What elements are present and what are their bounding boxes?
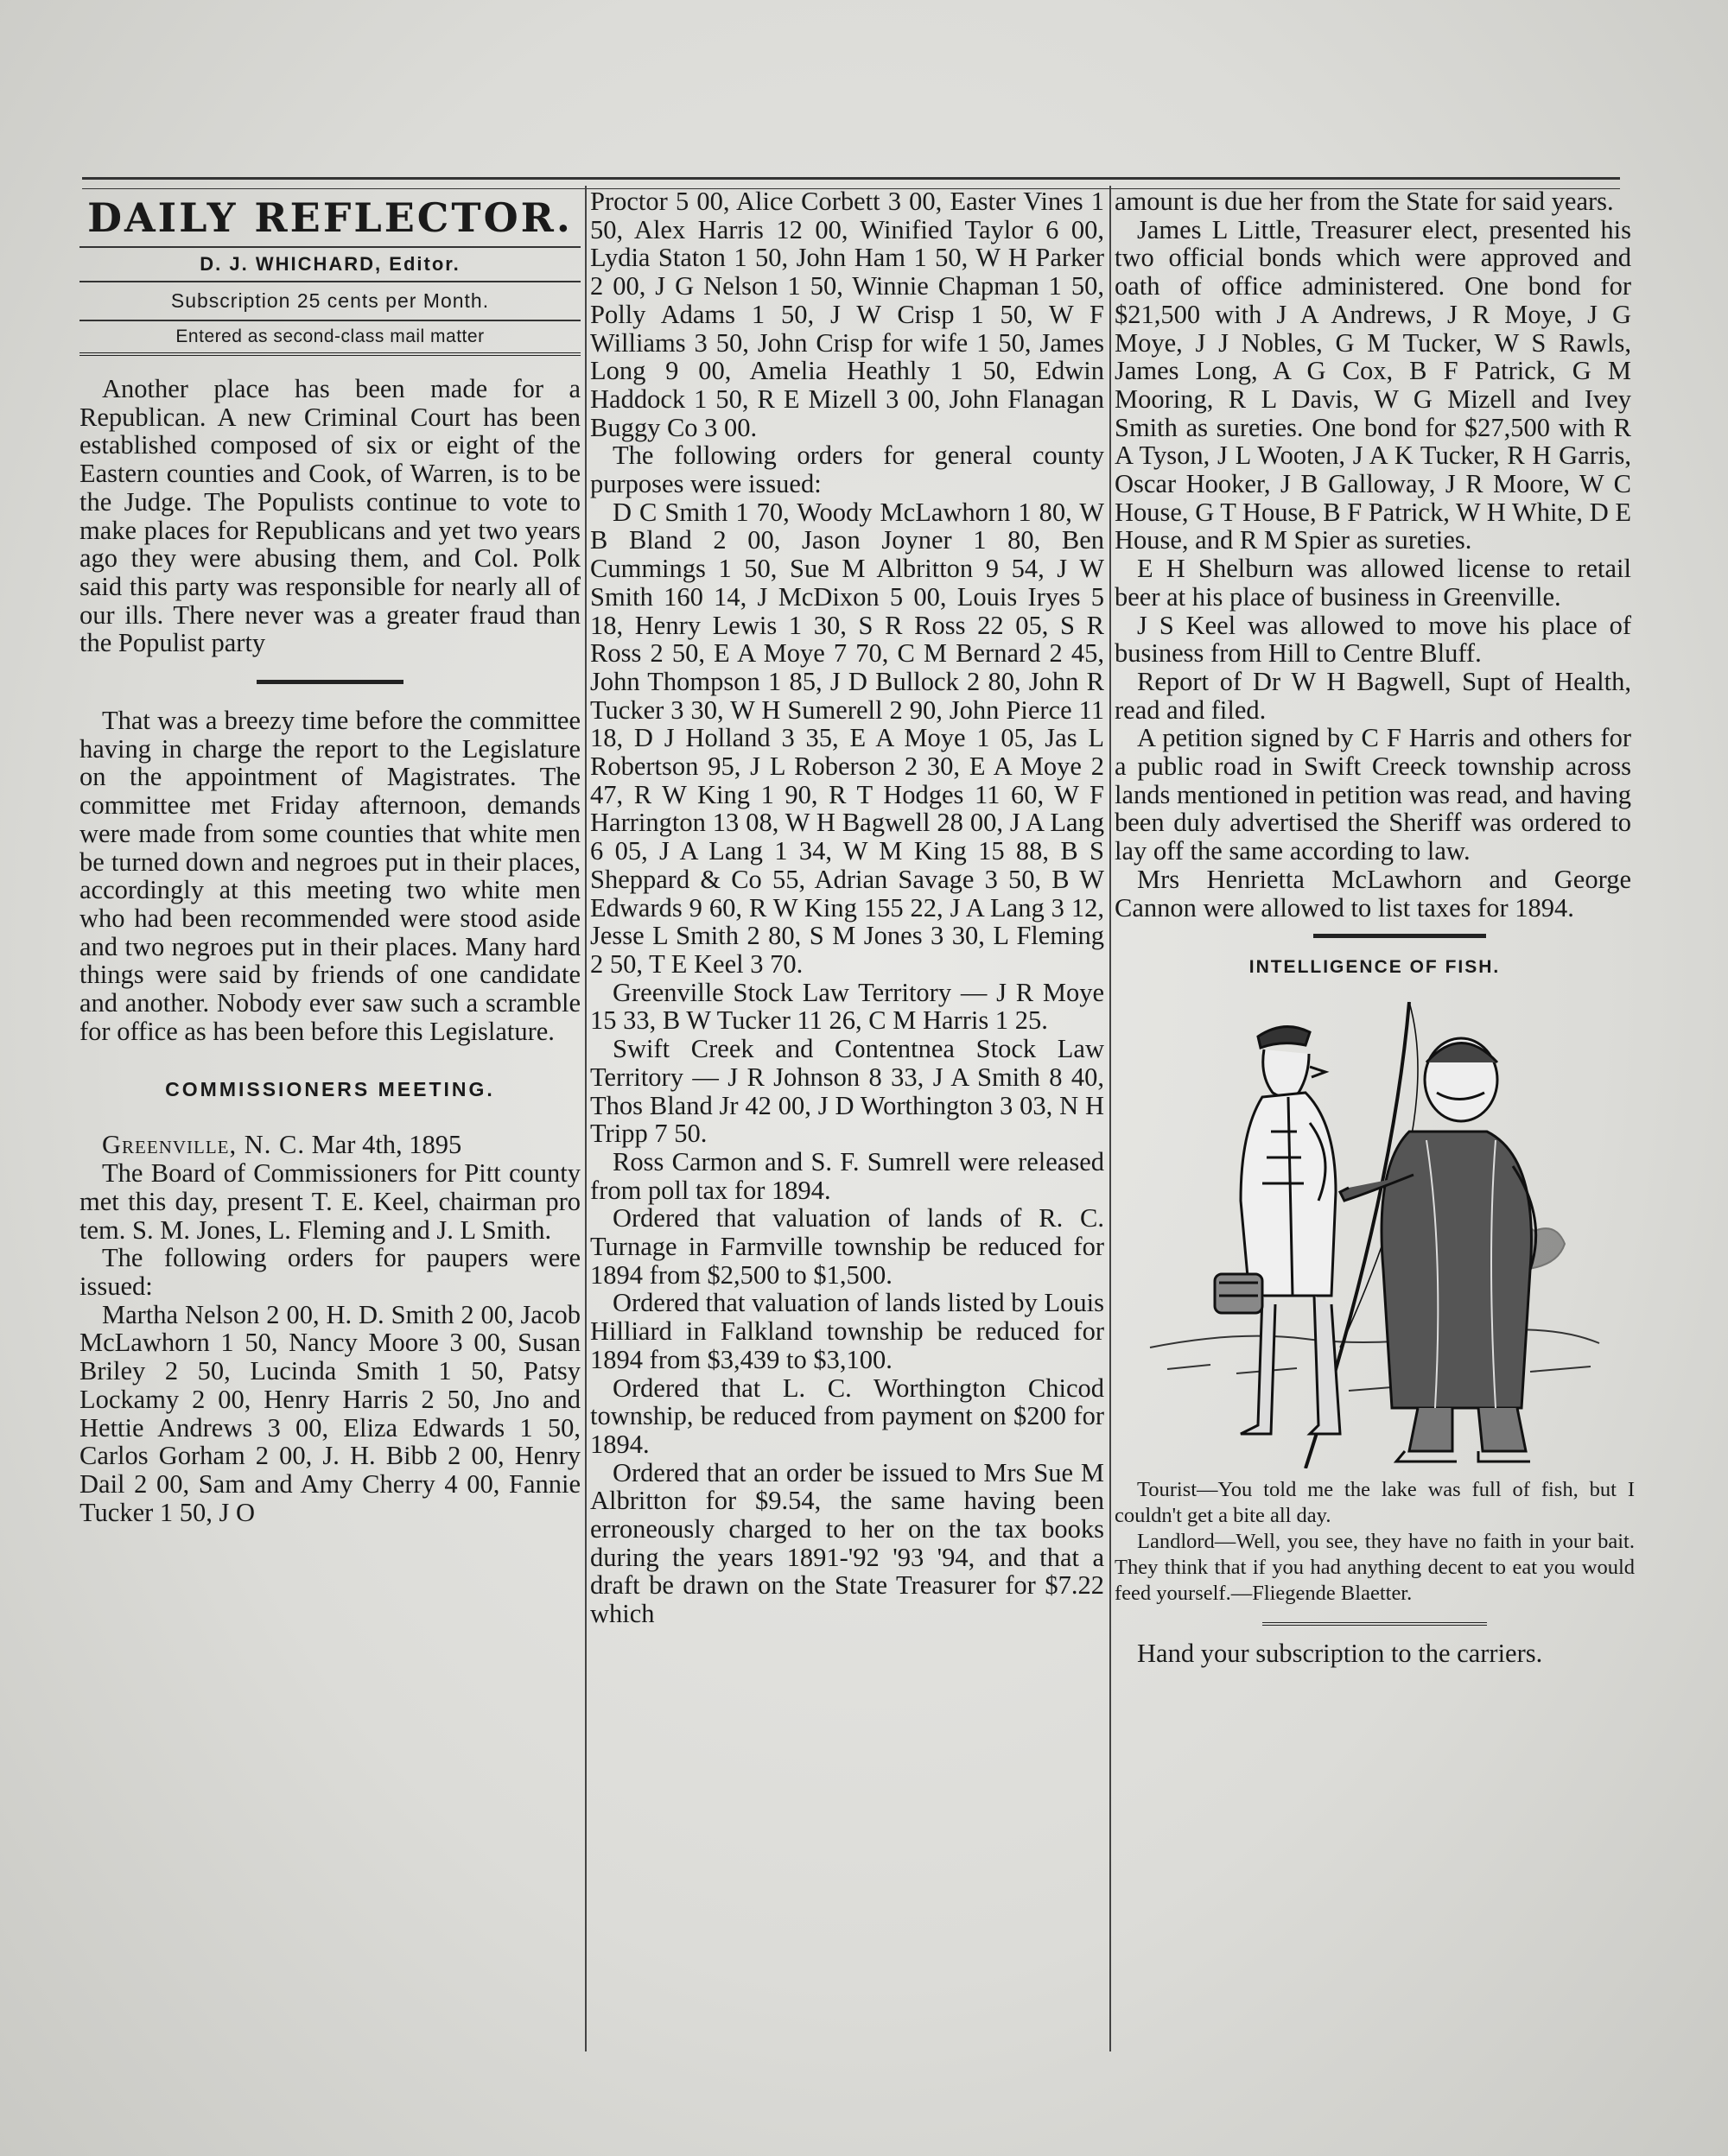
section-heading: COMMISSIONERS MEETING. <box>165 1078 495 1101</box>
article-paragraph: A petition signed by C F Harris and others for a public road in Swift Creeck township across lands mentioned in petition was read, and having been duly advertised the Sheriff was ordered to lay off the same according to law. <box>1115 723 1631 866</box>
article-paragraph: Hand your subscription to the carriers. <box>1137 1639 1543 1669</box>
article-paragraph: J S Keel was allowed to move his place of business from Hill to Centre Bluff. <box>1115 610 1631 669</box>
article-paragraph: Ordered that L. C. Worthington Chicod township, be reduced from payment on $200 for 1894. <box>590 1373 1104 1459</box>
cartoon-title: INTELLIGENCE OF FISH. <box>1248 957 1501 978</box>
article-paragraph: Ross Carmon and S. F. Sumrell were released from poll tax for 1894. <box>590 1146 1104 1205</box>
article-paragraph: D C Smith 1 70, Woody McLawhorn 1 80, W B Bland 2 00, Jason Joyner 1 80, Ben Cummings 1 50, Sue M Albritton 9 54, J W Smith 160 14, J McDixon 5 00, Louis Iryes 5 18, Henry Lewis 1 30, S R Ross 22 05, S R Ross 2 50, E A Moye 7 70, C M Bernard 2 45, John Thompson 1 85, J D Bullock 2 80, John R Tucker 3 30, W H Sumerell 2 90, John Pierce 11 18, D J Holland 3 35, E A Moye 1 05, Jas L Robertson 95, J L Roberson 2 30, E A Moye 2 47, R W King 1 90, R T Hodges 11 60, W F Harrington 13 08, W H Bagwell 28 00, J A Lang 6 05, J A Lang 1 34, W M King 15 88, B S Sheppard & Co 55, Adrian Savage 3 50, B W Edwards 9 60, R W King 155 22, J A Lang 3 12, Jesse L Smith 2 80, S M Jones 3 30, L Fleming 2 50, T E Keel 3 70. <box>590 497 1104 979</box>
column-2 <box>590 186 1104 2086</box>
article-paragraph: Greenville Stock Law Territory — J R Moye 15 33, B W Tucker 11 26, C M Harris 1 25. <box>590 977 1104 1036</box>
dateline <box>79 1131 581 1159</box>
column-3 <box>1115 186 1635 2086</box>
dateline-date: Mar 4th, 1895 <box>311 1130 462 1160</box>
article-paragraph: Proctor 5 00, Alice Corbett 3 00, Easter Vines 1 50, Alex Harris 12 00, Winified Taylor 6 00, Lydia Staton 1 50, John Ham 1 50, W H Parker 2 00, J G Nelson 1 50, Winnie Chapman 1 50, Polly Adams 1 50, J W Crisp 1 50, W F Williams 3 50, John Crisp for wife 1 50, James Long 9 00, Amelia Heathly 1 50, Edwin Haddock 1 50, R E Mizell 3 00, John Flanagan Buggy Co 3 00. <box>590 187 1104 442</box>
entered-line: Entered as second-class mail matter <box>79 321 581 356</box>
column-rule <box>1109 186 1111 2051</box>
article-paragraph: Ordered that valuation of lands of R. C. Turnage in Farmville township be reduced for 1894 from $2,500 to $1,500. <box>590 1203 1104 1290</box>
article-paragraph: Ordered that valuation of lands listed by Louis Hilliard in Falkland township be reduced for 1894 from $3,439 to $3,100. <box>590 1288 1104 1374</box>
separator-rule <box>1262 1622 1487 1626</box>
article-paragraph: The following orders for general county purposes were issued: <box>590 441 1104 499</box>
article-magistrates: That was a breezy time before the committee having in charge the report to the Legislature on the appointment of Magistrates. The committee met Friday afternoon, demands were made from some counties that white men be turned down and negroes put in their places, accordingly at this meeting two white men who had been recommended were stood aside and two negroes put in their places. Many hard things were said by friends of one candidate and another. Nobody ever saw such a scramble for office as has been before this Legislature. <box>79 706 581 1046</box>
article-paragraph: The following orders for paupers were issued: <box>79 1243 581 1301</box>
article-paragraph: Report of Dr W H Bagwell, Supt of Health, read and filed. <box>1115 666 1631 725</box>
article-paragraph: Mrs Henrietta McLawhorn and George Cannon were allowed to list taxes for 1894. <box>1115 864 1631 923</box>
editor-line: D. J. WHICHARD, Editor. <box>79 246 581 282</box>
subscription-line: Subscription 25 cents per Month. <box>79 282 581 321</box>
article-paragraph: Swift Creek and Contentnea Stock Law Territory — J R Johnson 8 33, J A Smith 8 40, Thos Bland Jr 42 00, J D Worthington 3 03, N H Tripp 7 50. <box>590 1034 1104 1149</box>
separator-rule <box>257 680 403 684</box>
article-paragraph: amount is due her from the State for said years. <box>1115 187 1614 216</box>
cartoon-caption-landlord: Landlord—Well, you see, they have no faith in your bait. They think that if you had anything decent to eat you would feed yourself.—Fliegende Blaetter. <box>1115 1530 1635 1606</box>
article-paragraph: The Board of Commissioners for Pitt county met this day, present T. E. Keel, chairman pro tem. S. M. Jones, L. Fleming and J. L Smith. <box>79 1158 581 1245</box>
cartoon-illustration <box>1133 985 1617 1468</box>
column-1 <box>79 186 581 2086</box>
dateline-city: Greenville, N. C. <box>102 1130 305 1160</box>
article-paragraph: E H Shelburn was allowed license to retail beer at his place of business in Greenville. <box>1115 554 1631 612</box>
separator-rule <box>1313 934 1486 938</box>
article-paragraph: Ordered that an order be issued to Mrs Sue M Albritton for $9.54, the same having been erroneously charged to her on the tax books during the years 1891-'92 '93 '94, and that a draft be drawn on the State Treasurer for $7.22 which <box>590 1457 1104 1629</box>
masthead-title: DAILY REFLECTOR. <box>87 194 573 241</box>
cartoon-caption-tourist: Tourist—You told me the lake was full of fish, but I couldn't get a bite all day. <box>1115 1478 1635 1528</box>
article-paragraph: James L Little, Treasurer elect, presented his two official bonds which were approved and oath of office administered. One bond for $21,500 with J A Andrews, J R Moye, J G Moye, J J Nobles, G M Tucker, W S Rawls, James Long, A G Cox, B F Patrick, G M Mooring, R L Davis, W G Mizell and Ivey Smith as sureties. One bond for $27,500 with R A Tyson, J L Wooten, J A K Tucker, R H Garris, Oscar Hooker, J B Galloway, J R Moore, W C House, G T House, B F Patrick, W H White, D E House, and R M Spier as sureties. <box>1115 214 1631 555</box>
article-republican: Another place has been made for a Republican. A new Criminal Court has been established composed of six or eight of the Eastern counties and Cook, of Warren, is to be the Judge. The Populists continue to vote to make places for Republicans and yet two years ago they were abusing them, and Col. Polk said this party was responsible for nearly all of our ills. There never was a greater fraud than the Populist party <box>79 374 581 658</box>
column-rule <box>585 186 587 2051</box>
article-paragraph: Martha Nelson 2 00, H. D. Smith 2 00, Jacob McLawhorn 1 50, Nancy Moore 3 00, Susan Briley 2 50, Lucinda Smith 1 50, Patsy Lockamy 2 00, Henry Harris 2 50, Jno and Hettie Andrews 3 00, Eliza Edwards 1 50, Carlos Gorham 2 00, J. H. Bibb 2 00, Henry Dail 2 00, Sam and Amy Cherry 4 00, Fannie Tucker 1 50, J O <box>79 1299 581 1527</box>
